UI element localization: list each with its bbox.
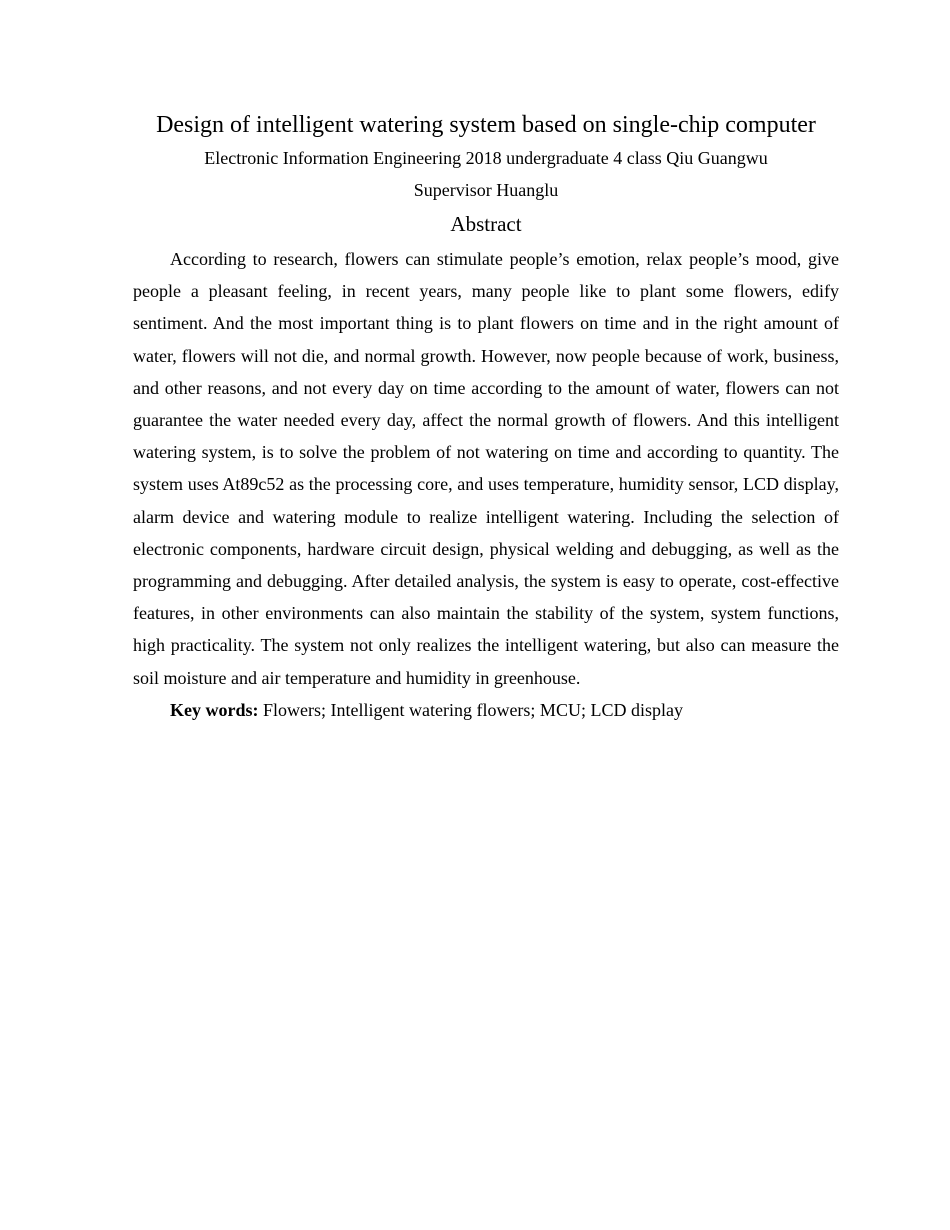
paper-page bbox=[133, 108, 839, 726]
keywords-text: Flowers; Intelligent watering flowers; MCU; LCD display bbox=[258, 699, 683, 720]
keywords-label: Key words: bbox=[170, 699, 259, 720]
author-line: Electronic Information Engineering 2018 undergraduate 4 class Qiu Guangwu bbox=[204, 148, 768, 168]
paper-title: Design of intelligent watering system based on single-chip computer bbox=[156, 112, 816, 138]
abstract-body: According to research, flowers can stimulate people’s emotion, relax people’s mood, give people a pleasant feeling, in recent years, many people like to plant some flowers, edify sentiment. And the most important thing is to plant flowers on time and in the right amount of water, flowers will not die, and normal growth. However, now people because of work, business, and other reasons, and not every day on time according to the amount of water, flowers can not guarantee the water needed every day, affect the normal growth of flowers. And this intelligent watering system, is to solve the problem of not watering on time and according to quantity. The system uses At89c52 as the processing core, and uses temperature, humidity sensor, LCD display, alarm device and watering module to realize intelligent watering. Including the selection of electronic components, hardware circuit design, physical welding and debugging, as well as the programming and debugging. After detailed analysis, the system is easy to operate, cost-effective features, in other environments can also maintain the stability of the system, system functions, high practicality. The system not only realizes the intelligent watering, but also can measure the soil moisture and air temperature and humidity in greenhouse. bbox=[133, 249, 839, 688]
keywords-line bbox=[133, 694, 839, 726]
abstract-heading: Abstract bbox=[450, 212, 522, 236]
supervisor-line: Supervisor Huanglu bbox=[413, 180, 559, 200]
